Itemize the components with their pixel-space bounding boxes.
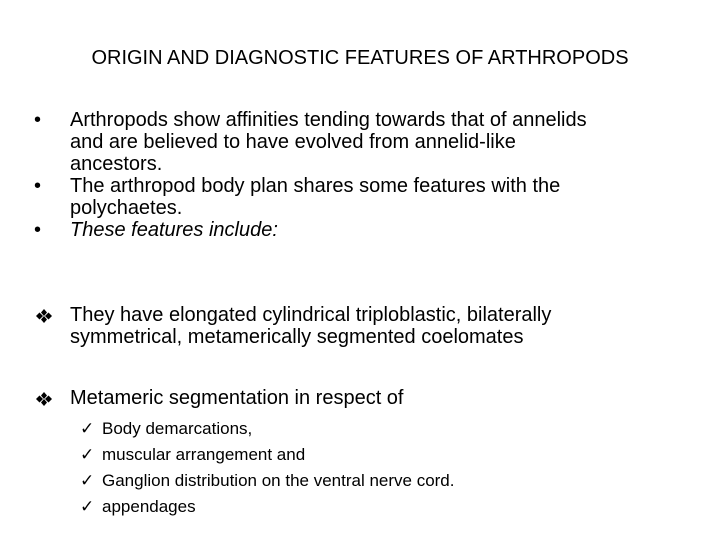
diamond-item xyxy=(34,387,674,409)
bullet-text-line: Arthropods show affinities tending towards that of annelids xyxy=(70,109,587,131)
diamond-item xyxy=(34,304,674,348)
slide-title: ORIGIN AND DIAGNOSTIC FEATURES OF ARTHROPODS xyxy=(91,47,629,69)
check-item-text: appendages xyxy=(102,497,196,516)
list-item xyxy=(80,468,454,494)
check-list xyxy=(80,416,454,520)
list-item xyxy=(80,416,454,442)
bullet-dot-icon: • xyxy=(34,219,42,241)
bullet-text-line: ancestors. xyxy=(70,153,163,175)
check-item-text: muscular arrangement and xyxy=(102,445,306,464)
checkmark-icon: ✓ xyxy=(80,419,95,438)
diamond-text-line: symmetrical, metamerically segmented coelomates xyxy=(70,326,524,348)
list-item xyxy=(34,175,694,219)
list-item xyxy=(80,442,454,468)
diamond-text-line: They have elongated cylindrical triploblastic, bilaterally xyxy=(70,304,552,326)
checkmark-icon: ✓ xyxy=(80,445,95,464)
bullet-text-line: polychaetes. xyxy=(70,197,183,219)
bullet-dot-icon: • xyxy=(34,109,42,131)
check-item-text: Ganglion distribution on the ventral nerve cord. xyxy=(102,471,455,490)
list-item xyxy=(34,219,694,241)
bullet-text-line: and are believed to have evolved from annelid-like xyxy=(70,131,516,153)
diamond-bullet-icon xyxy=(36,392,52,406)
list-item xyxy=(34,109,694,175)
check-item-text: Body demarcations, xyxy=(102,419,253,438)
list-item xyxy=(34,387,674,409)
bullet-text-line: These features include: xyxy=(70,219,278,241)
list-item xyxy=(34,304,674,348)
bullet-list xyxy=(34,109,694,241)
checkmark-icon: ✓ xyxy=(80,497,95,516)
diamond-text-line: Metameric segmentation in respect of xyxy=(70,387,404,409)
checkmark-icon: ✓ xyxy=(80,471,95,490)
bullet-dot-icon: • xyxy=(34,175,42,197)
bullet-text-line: The arthropod body plan shares some features with the xyxy=(70,175,561,197)
diamond-bullet-icon xyxy=(36,309,52,323)
list-item xyxy=(80,494,454,520)
